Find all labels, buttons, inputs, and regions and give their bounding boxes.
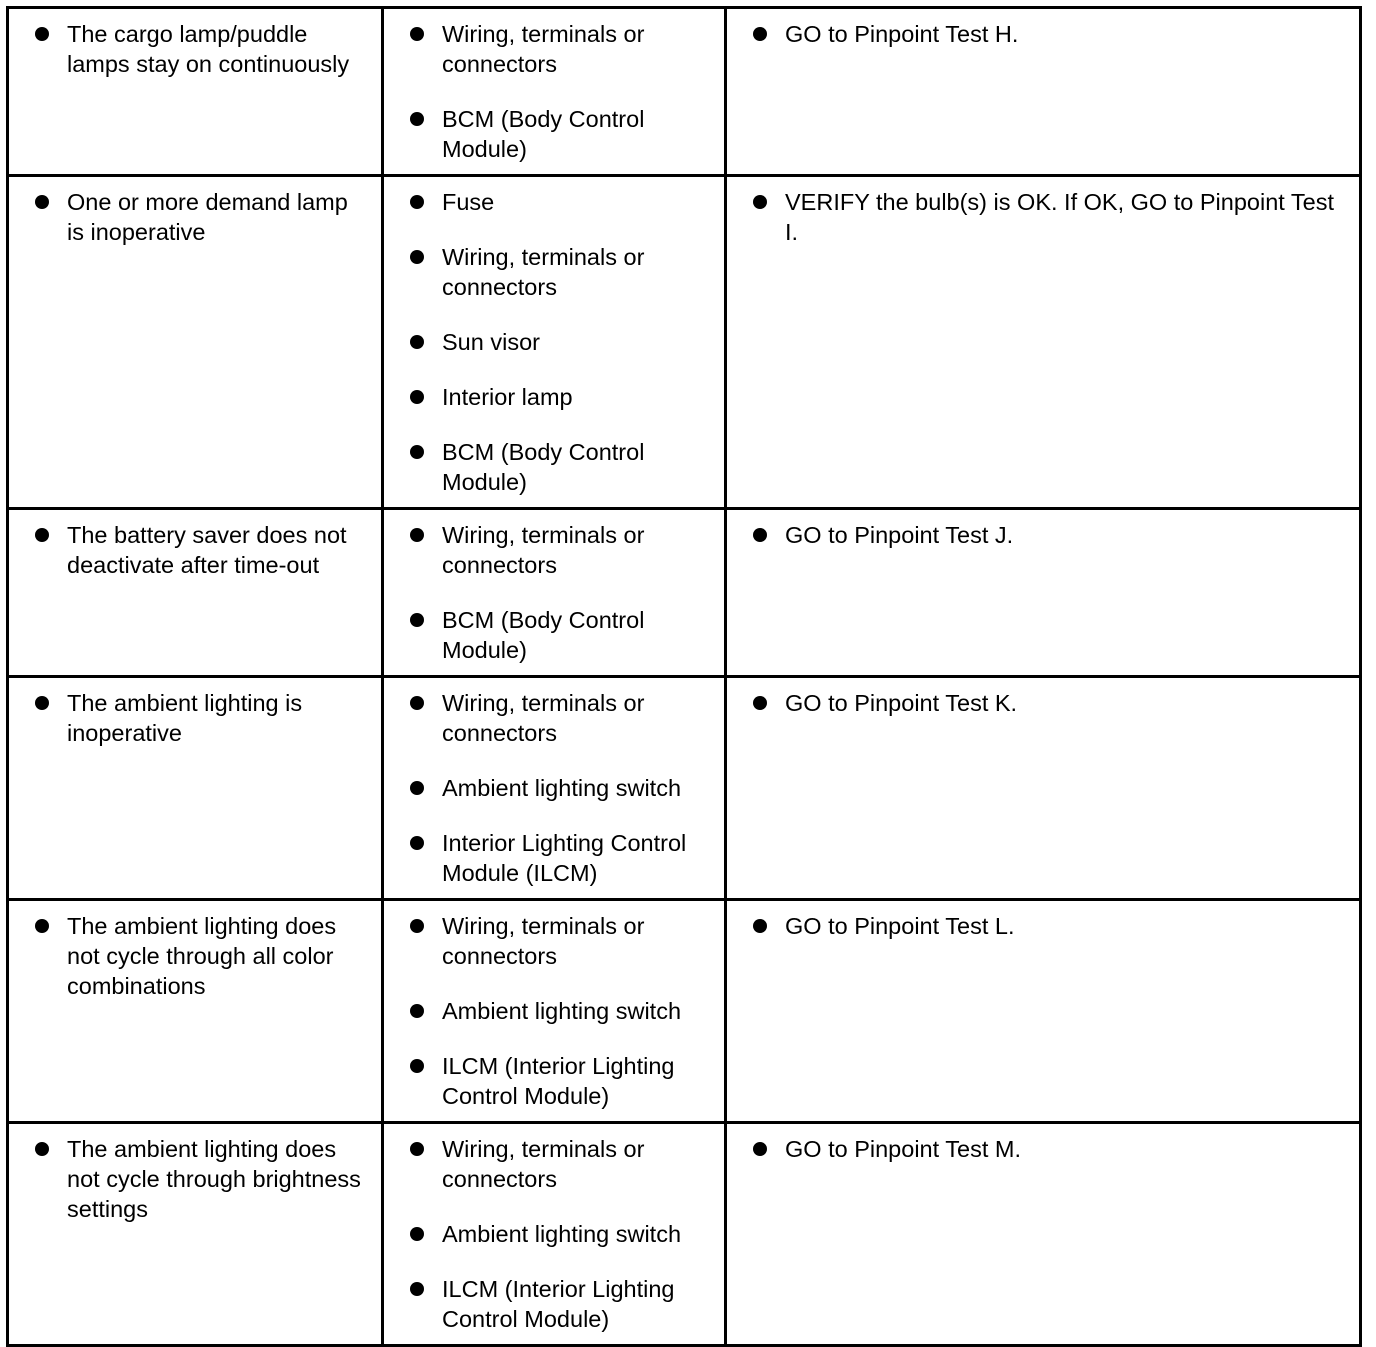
table-row — [8, 677, 1361, 900]
possible-source-item — [394, 242, 714, 302]
action-item — [737, 187, 1349, 247]
bullet-icon — [35, 1142, 49, 1156]
symptom-table — [6, 6, 1362, 1347]
possible-source-item-text: BCM (Body Control Module) — [442, 439, 645, 495]
symptom-item — [19, 1134, 371, 1224]
possible-source-item — [394, 828, 714, 888]
possible-source-item — [394, 605, 714, 665]
bullet-icon — [410, 445, 424, 459]
possible-source-item — [394, 520, 714, 580]
action-cell — [726, 176, 1361, 509]
possible-source-item — [394, 1134, 714, 1194]
symptom-cell — [8, 1123, 383, 1346]
action-item-text: GO to Pinpoint Test H. — [785, 21, 1019, 47]
action-item — [737, 911, 1349, 941]
action-item-text: GO to Pinpoint Test L. — [785, 913, 1015, 939]
symptom-item-text: The ambient lighting does not cycle through all color combinations — [67, 913, 337, 999]
bullet-icon — [410, 781, 424, 795]
action-item — [737, 1134, 1349, 1164]
bullet-icon — [410, 1282, 424, 1296]
possible-source-item-text: Interior Lighting Control Module (ILCM) — [442, 830, 687, 886]
bullet-icon — [753, 195, 767, 209]
action-item-text: GO to Pinpoint Test M. — [785, 1136, 1021, 1162]
possible-source-item — [394, 1219, 714, 1249]
possible-source-item-text: Wiring, terminals or connectors — [442, 1136, 645, 1192]
possible-source-item — [394, 382, 714, 412]
bullet-icon — [410, 250, 424, 264]
bullet-icon — [410, 1004, 424, 1018]
possible-source-item-text: Sun visor — [442, 329, 540, 355]
symptom-cell — [8, 677, 383, 900]
bullet-icon — [753, 27, 767, 41]
action-cell — [726, 8, 1361, 176]
possible-source-cell — [383, 176, 726, 509]
action-item — [737, 688, 1349, 718]
possible-source-item-text: ILCM (Interior Lighting Control Module) — [442, 1276, 675, 1332]
symptom-cell — [8, 509, 383, 677]
possible-source-item-text: Wiring, terminals or connectors — [442, 690, 645, 746]
bullet-icon — [410, 1059, 424, 1073]
table-body — [8, 8, 1361, 1346]
bullet-icon — [753, 528, 767, 542]
action-cell — [726, 900, 1361, 1123]
possible-source-item-text: Ambient lighting switch — [442, 775, 682, 801]
table-row — [8, 900, 1361, 1123]
bullet-icon — [35, 195, 49, 209]
bullet-icon — [410, 27, 424, 41]
symptom-cell — [8, 176, 383, 509]
action-item-text: GO to Pinpoint Test K. — [785, 690, 1018, 716]
bullet-icon — [410, 1227, 424, 1241]
action-item-text: VERIFY the bulb(s) is OK. If OK, GO to Pinpoint Test I. — [785, 189, 1334, 245]
action-cell — [726, 677, 1361, 900]
possible-source-item — [394, 688, 714, 748]
table-row — [8, 8, 1361, 176]
symptom-cell — [8, 8, 383, 176]
bullet-icon — [753, 1142, 767, 1156]
possible-source-item — [394, 911, 714, 971]
possible-source-item-text: Interior lamp — [442, 384, 573, 410]
table-row — [8, 509, 1361, 677]
possible-source-cell — [383, 8, 726, 176]
possible-source-item-text: BCM (Body Control Module) — [442, 106, 645, 162]
symptom-item-text: The battery saver does not deactivate after time-out — [67, 522, 347, 578]
bullet-icon — [410, 195, 424, 209]
symptom-item-text: One or more demand lamp is inoperative — [67, 189, 348, 245]
possible-source-item — [394, 19, 714, 79]
bullet-icon — [410, 112, 424, 126]
possible-source-item — [394, 437, 714, 497]
possible-source-item-text: ILCM (Interior Lighting Control Module) — [442, 1053, 675, 1109]
possible-source-item — [394, 1051, 714, 1111]
possible-source-cell — [383, 1123, 726, 1346]
action-cell — [726, 509, 1361, 677]
bullet-icon — [410, 390, 424, 404]
possible-source-item-text: Wiring, terminals or connectors — [442, 522, 645, 578]
possible-source-item — [394, 1274, 714, 1334]
bullet-icon — [35, 27, 49, 41]
symptom-item — [19, 187, 371, 247]
bullet-icon — [35, 528, 49, 542]
table-row — [8, 176, 1361, 509]
possible-source-item — [394, 996, 714, 1026]
possible-source-item — [394, 187, 714, 217]
bullet-icon — [753, 696, 767, 710]
bullet-icon — [410, 335, 424, 349]
symptom-chart — [6, 6, 1356, 1347]
possible-source-item — [394, 773, 714, 803]
possible-source-item — [394, 104, 714, 164]
possible-source-item-text: Wiring, terminals or connectors — [442, 244, 645, 300]
possible-source-item — [394, 327, 714, 357]
symptom-item — [19, 19, 371, 79]
possible-source-item-text: Fuse — [442, 189, 495, 215]
bullet-icon — [410, 836, 424, 850]
action-item-text: GO to Pinpoint Test J. — [785, 522, 1014, 548]
bullet-icon — [410, 613, 424, 627]
symptom-cell — [8, 900, 383, 1123]
bullet-icon — [753, 919, 767, 933]
symptom-item-text: The ambient lighting is inoperative — [67, 690, 303, 746]
bullet-icon — [410, 919, 424, 933]
symptom-item — [19, 688, 371, 748]
possible-source-item-text: BCM (Body Control Module) — [442, 607, 645, 663]
possible-source-cell — [383, 509, 726, 677]
bullet-icon — [410, 696, 424, 710]
symptom-item — [19, 520, 371, 580]
possible-source-cell — [383, 677, 726, 900]
symptom-item-text: The ambient lighting does not cycle through brightness settings — [67, 1136, 361, 1222]
bullet-icon — [410, 528, 424, 542]
possible-source-cell — [383, 900, 726, 1123]
action-item — [737, 19, 1349, 49]
possible-source-item-text: Ambient lighting switch — [442, 1221, 682, 1247]
bullet-icon — [410, 1142, 424, 1156]
symptom-item — [19, 911, 371, 1001]
table-row — [8, 1123, 1361, 1346]
possible-source-item-text: Ambient lighting switch — [442, 998, 682, 1024]
symptom-item-text: The cargo lamp/puddle lamps stay on continuously — [67, 21, 350, 77]
bullet-icon — [35, 919, 49, 933]
action-item — [737, 520, 1349, 550]
possible-source-item-text: Wiring, terminals or connectors — [442, 913, 645, 969]
bullet-icon — [35, 696, 49, 710]
possible-source-item-text: Wiring, terminals or connectors — [442, 21, 645, 77]
action-cell — [726, 1123, 1361, 1346]
